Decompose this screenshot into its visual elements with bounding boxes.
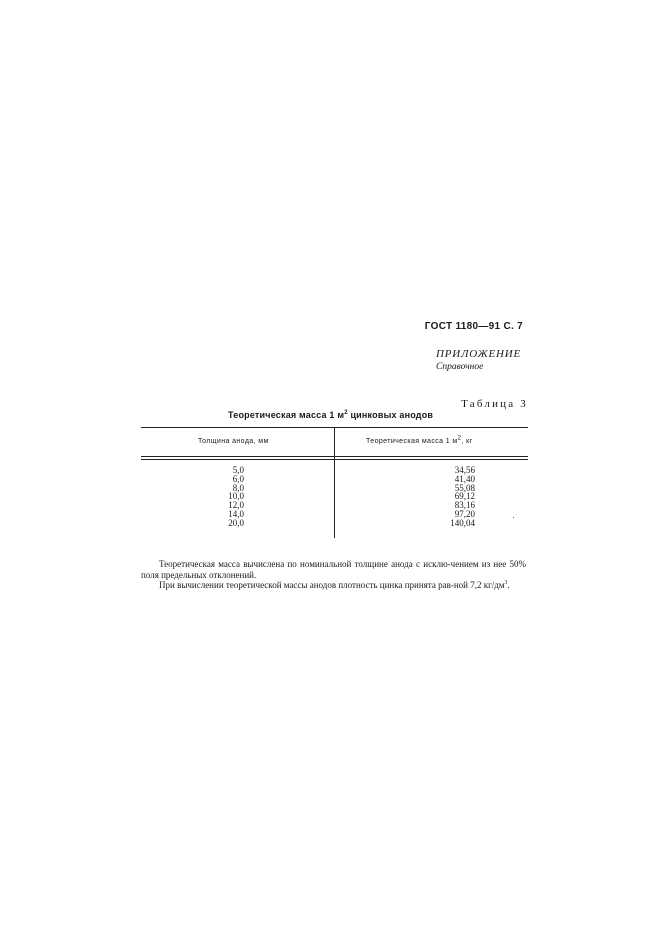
appendix-title: ПРИЛОЖЕНИЕ [436, 348, 521, 360]
appendix-subtitle: Справочное [436, 362, 484, 372]
notes-block [141, 559, 526, 591]
table-cell-mass: 41,40 [454, 473, 475, 484]
note-paragraph-2-end: . [507, 580, 510, 591]
table-cell-mass: 34,56 [454, 465, 475, 475]
table-title [228, 410, 433, 420]
column-header-mass [366, 435, 473, 445]
mass-column [450, 466, 475, 528]
column-header-thickness: Толщина анода, мм [198, 438, 269, 445]
table-column-divider [334, 427, 335, 538]
column-header-mass-sup: 2 [457, 435, 462, 442]
table-title-rest: цинковых анодов [347, 410, 434, 420]
thickness-column [228, 466, 244, 528]
scan-speck [513, 517, 514, 518]
note-paragraph-1: Теоретическая масса вычислена по номинальной толщине анода с исклю-чением из нее 50% поля предельных отклонений. [141, 559, 526, 580]
table-cell-thickness: 5,0 [232, 465, 244, 475]
table-cell-thickness: 8,0 [232, 482, 244, 493]
note-paragraph-2-sup: 3 [504, 580, 508, 587]
table-cell-thickness: 10,0 [228, 491, 244, 502]
table-cell-thickness: 12,0 [228, 500, 244, 511]
table-number: Таблица 3 [461, 398, 528, 410]
table-cell-mass: 55,08 [454, 482, 475, 493]
table-cell-thickness: 14,0 [228, 508, 244, 519]
table-cell-mass: 83,16 [454, 500, 475, 511]
note-paragraph-2 [141, 580, 526, 591]
column-header-mass-text: Теоретическая масса 1 м [366, 438, 458, 445]
page-header-code: ГОСТ 1180—91 С. 7 [424, 321, 523, 332]
table-title-text: Теоретическая масса 1 м [228, 410, 345, 420]
column-header-mass-unit: , кг [461, 438, 473, 445]
table-cell-thickness: 20,0 [228, 517, 244, 528]
table-cell-mass: 69,12 [454, 491, 475, 502]
table-cell-mass: 140,04 [450, 517, 475, 528]
table-title-sup: 2 [344, 410, 348, 416]
table-cell-mass: 97,20 [454, 508, 475, 519]
table-cell-thickness: 6,0 [232, 473, 244, 484]
note-paragraph-2-text: При вычислении теоретической массы анодов плотность цинка принята рав-ной 7,2 кг/дм [159, 580, 505, 591]
